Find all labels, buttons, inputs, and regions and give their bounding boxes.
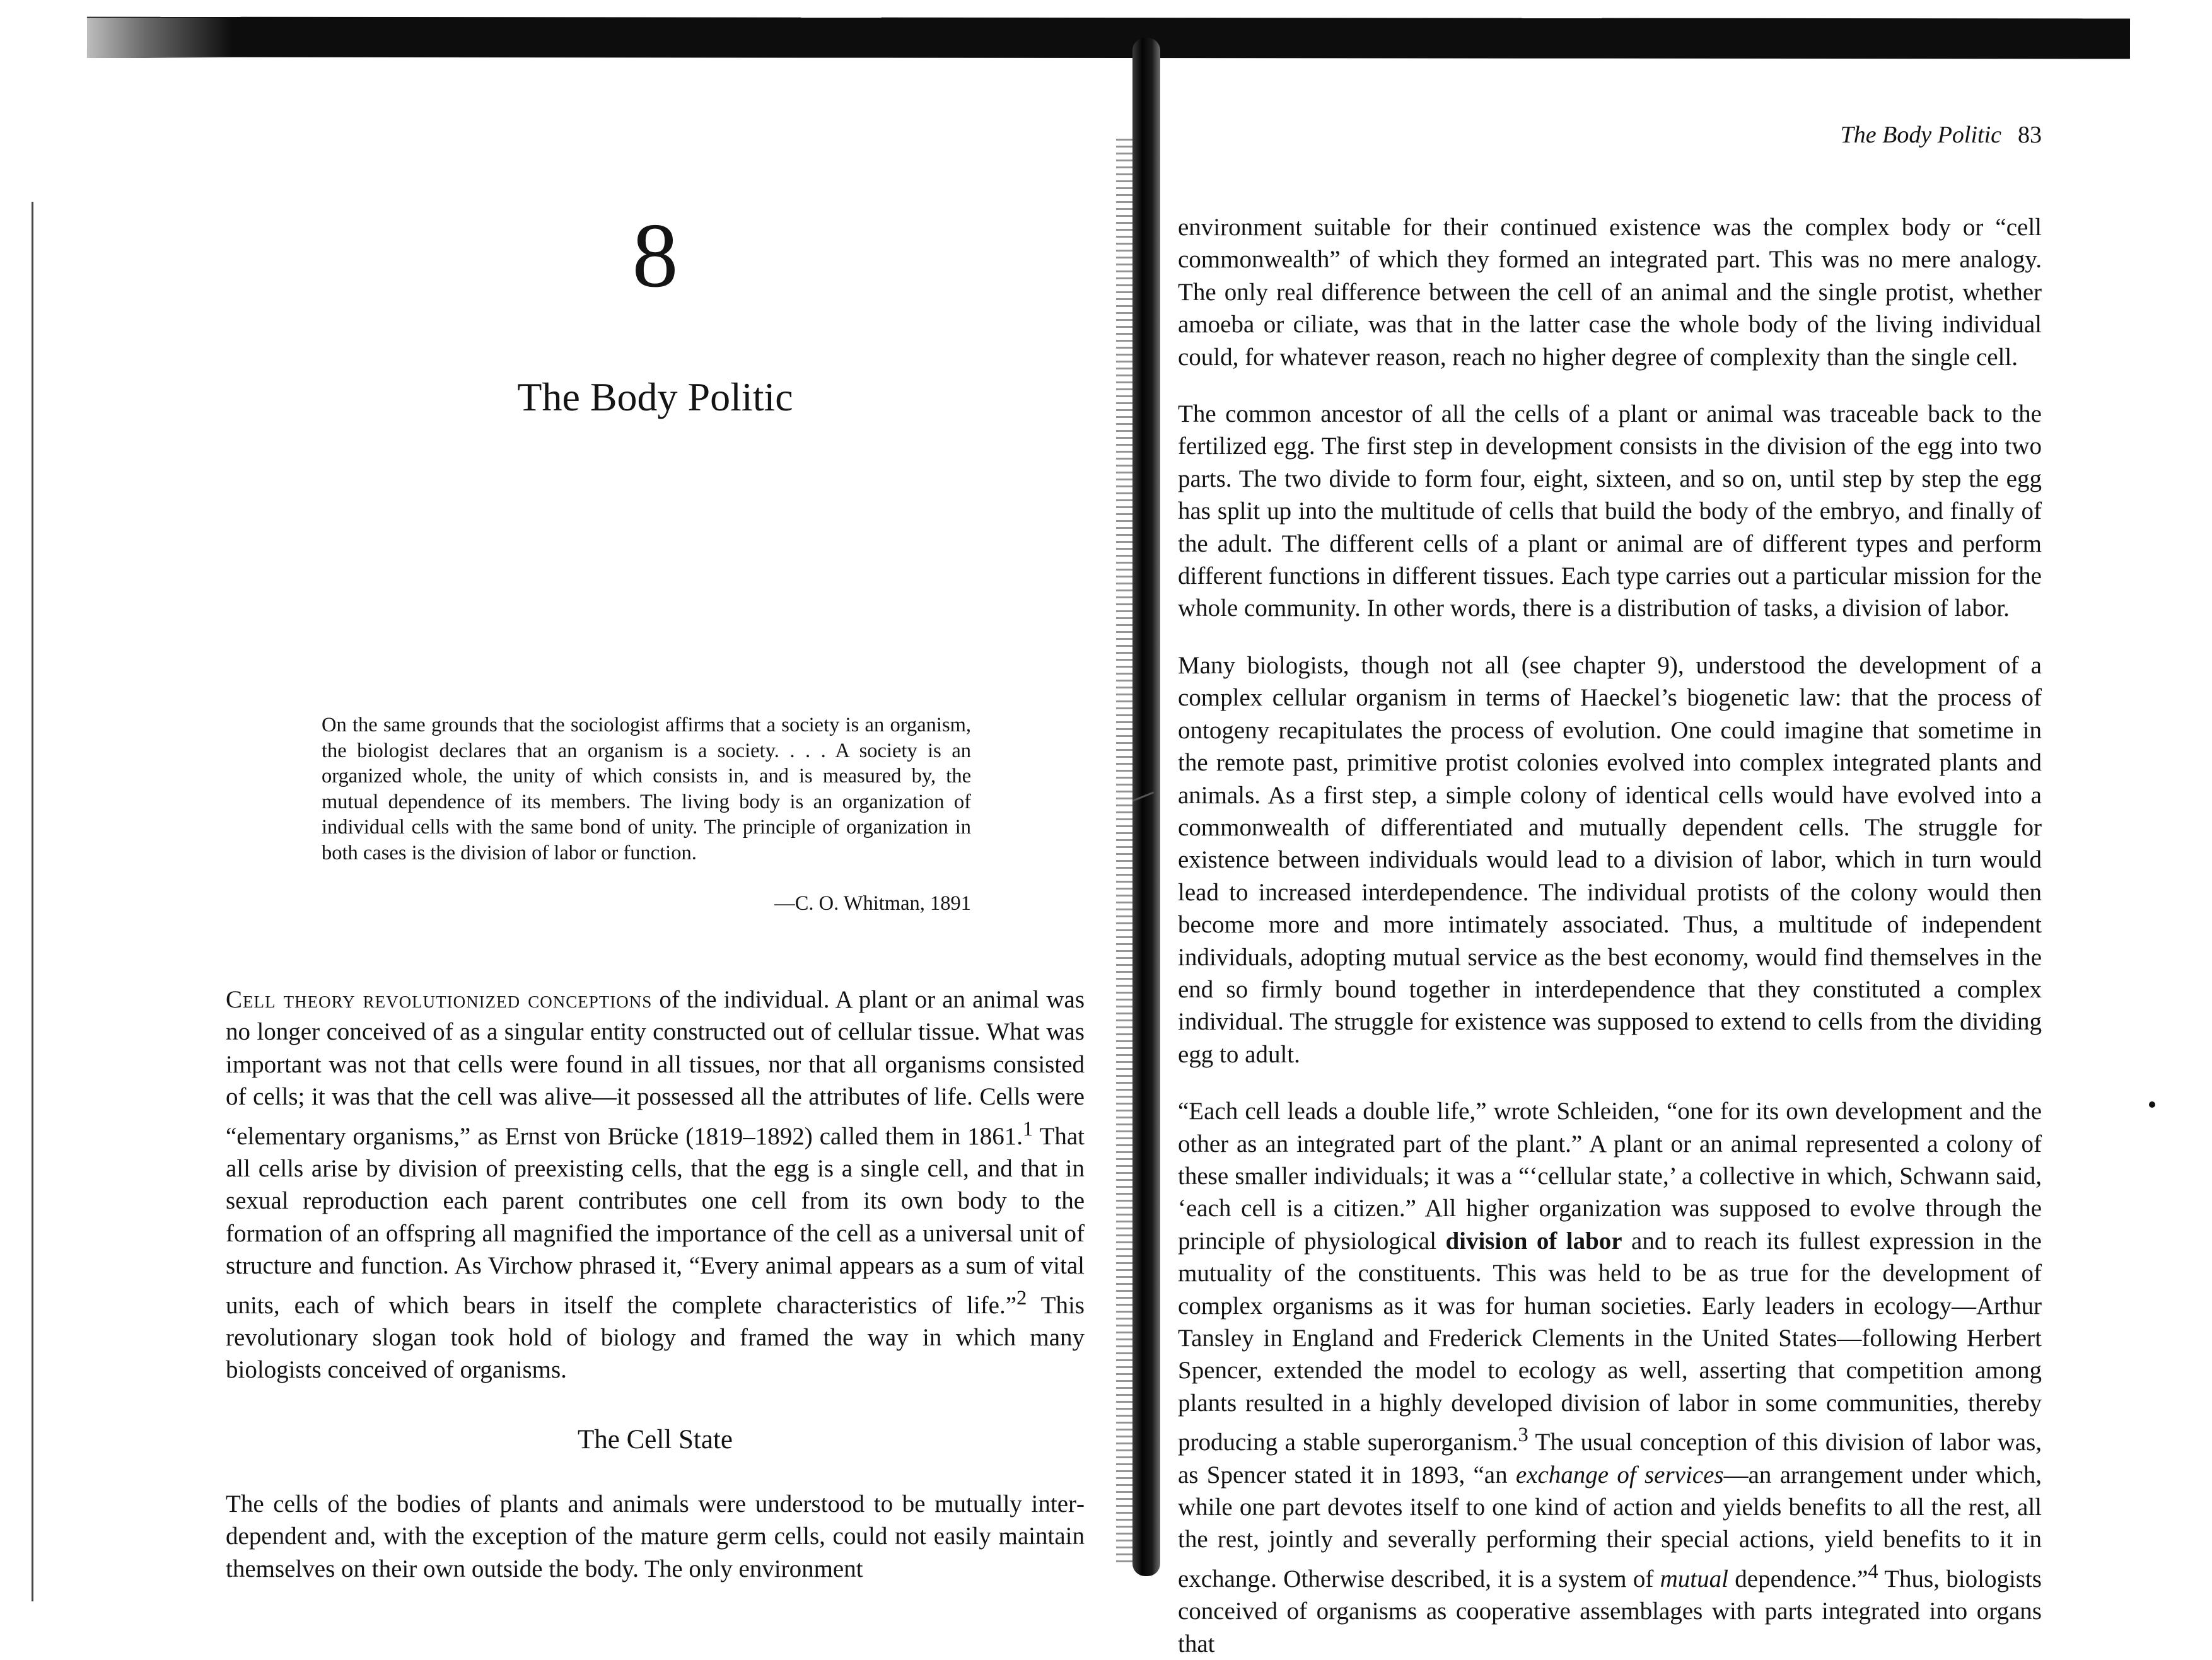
para4-text-b: and to reach its fullest expression in the mutuality of the constituents. This was held to be as true for the development of complex organisms as it was for human societies. Early leaders in ecology—Arthur Tansley in England and Frederick Clements in the United States—following Herbert Spencer, extended the model to ecology as well, asserting that competition among plants resulted in a highly developed division of labor in some communities, thereby producing a stable superorganism. [1178, 1227, 2042, 1456]
epigraph-attribution: —C. O. Whitman, 1891 [774, 892, 971, 915]
epigraph [322, 712, 971, 866]
opening-lead-in: Cell theory revolutionized conceptions [226, 986, 653, 1013]
opening-text-part-3: This revolutionary slogan took hold of biology and framed the way in which many biologists conceived of organisms. [226, 1291, 1085, 1384]
left-page [226, 0, 1085, 1608]
para4-text-a: “Each cell leads a double life,” wrote Schleiden, “one for its own development and the other as an integrated part of the plant.” A plant or an animal represented a colony of these smaller individuals; it was a “‘cellular state,’ a collective in which, Schwann said, ‘each cell is a citizen.” All higher organization was supposed to evolve through the principle of physiological [1178, 1098, 2042, 1255]
paragraph-double-life [1178, 1095, 2042, 1660]
chapter-title: The Body Politic [517, 374, 793, 419]
para4-text-f: Thus, biologists conceived of organisms as cooperative assemblages with parts integrated into organs that [1178, 1565, 2042, 1657]
stray-dot-mark [2149, 1101, 2155, 1108]
right-text-clip [1178, 187, 2042, 1657]
footnote-ref-3: 3 [1518, 1424, 1528, 1447]
opening-text-part-1: of the individual. A plant or an animal was no longer conceived of as a singular entity constructed out of cellular tissue. What was important was not that cells were found in all tissues, nor that all organisms consisted of cells; it was that the cell was alive—it possessed all the attributes of life. Cells were “elementary organisms,” as Ernst von Brücke (1819–1892) called them in 1861. [226, 986, 1085, 1150]
para4-italic-phrase: exchange of services [1515, 1461, 1724, 1489]
para4-text-c: The usual conception of this division of labor was, as Spencer stated it in 1893, “an [1178, 1429, 2042, 1489]
running-head [1841, 120, 2042, 150]
paragraph-common-ancestor: The common ancestor of all the cells of a plant or animal was traceable back to the fertilized egg. The first step in development consists in the division of the egg into two parts. The two divide to form four, eight, sixteen, and so on, until step by step the egg has split up into the multitude of cells that build the body of the embryo, and finally of the adult. The different cells of a plant or animal are of different types and perform different functions in different tissues. Each type carries out a particular mission for the whole community. In other words, there is a distribution of tasks, a division of labor. [1178, 400, 2042, 622]
para4-italic-word: mutual [1660, 1565, 1728, 1593]
opening-paragraph [226, 984, 1085, 1386]
scan-left-edge-line [32, 202, 33, 1601]
footnote-ref-4: 4 [1868, 1560, 1878, 1583]
para4-text-d: —an arrangement under which, while one part devotes itself to one kind of action and yields benefits to all the rest, all the rest, jointly and severally performing their special actions, yield benefits to it in exchange. Otherwise described, it is a system of [1178, 1461, 2042, 1593]
opening-text-part-2: That all cells arise by division of preexisting cells, that the egg is a single cell, and that in sexual reproduction each parent contributes one cell from its own body to the formation of an offspring all magnified the importance of the cell as a universal unit of structure and function. As Virchow phrased it, “Every animal appears as a sum of vital units, each of which bears in itself the complete characteristics of life.” [226, 1122, 1085, 1319]
book-gutter-shadow [1132, 38, 1160, 1576]
footnote-ref-2: 2 [1016, 1286, 1027, 1309]
paragraph-continued: environment suitable for their continued existence was the complex body or “cell commonwealth” of which they formed an integrated part. This was no mere analogy. The only real difference between the cell of an animal and the single protist, whether amoeba or ciliate, was that in the latter case the whole body of the living individual could, for whatever reason, reach no higher degree of complexity than the single cell. [1178, 214, 2042, 371]
page-number: 83 [2018, 122, 2042, 148]
para4-text-e: dependence.” [1728, 1565, 1868, 1593]
paragraph-biogenetic-law: Many biologists, though not all (see chapter 9), understood the development of a complex cellular organism in terms of Haeckel’s biogenetic law: that the process of ontogeny recapitulates the process of evolution. One could imagine that sometime in the remote past, primitive protist colonies evolved into complex integrated plants and animals. As a first step, a simple colony of identical cells would have evolved into a commonwealth of differentiated and mutually dependent cells. The struggle for existence between individuals would lead to a division of labor, which in turn would lead to increased interdependence. The individual protists of the colony would then become more and more intimately associated. Thus, a multitude of independent individuals, adopting mutual service as the best economy, would find themselves in the end so firmly bound together in interdependence that they constituted a complex individual. The struggle for existence was supposed to extend to cells from the dividing egg to adult. [1178, 651, 2042, 1068]
footnote-ref-1: 1 [1022, 1117, 1033, 1141]
section-text-clip [226, 1488, 1085, 1584]
scan-top-bar-fade [87, 18, 232, 58]
chapter-number: 8 [632, 204, 678, 306]
para4-bold-phrase: division of labor [1445, 1227, 1622, 1255]
section-paragraph: The cells of the bodies of plants and animals were understood to be mutually interdependent and, with the exception of the mature germ cells, could not easily maintain themselves on their own outside the body. The only environment [226, 1490, 1085, 1582]
right-body [1178, 211, 2042, 1660]
section-heading: The Cell State [578, 1425, 733, 1454]
running-head-title: The Body Politic [1840, 122, 2001, 148]
right-page [1178, 0, 2042, 1657]
epigraph-text: On the same grounds that the sociologist affirms that a society is an organism, the biologist declares that an organism is a society. . . . A society is an organized whole, the unity of which consists in, and is measured by, the mutual dependence of its members. The living body is an organization of individual cells with the same bond of unity. The principle of organization in both cases is the division of labor or function. [322, 714, 971, 864]
